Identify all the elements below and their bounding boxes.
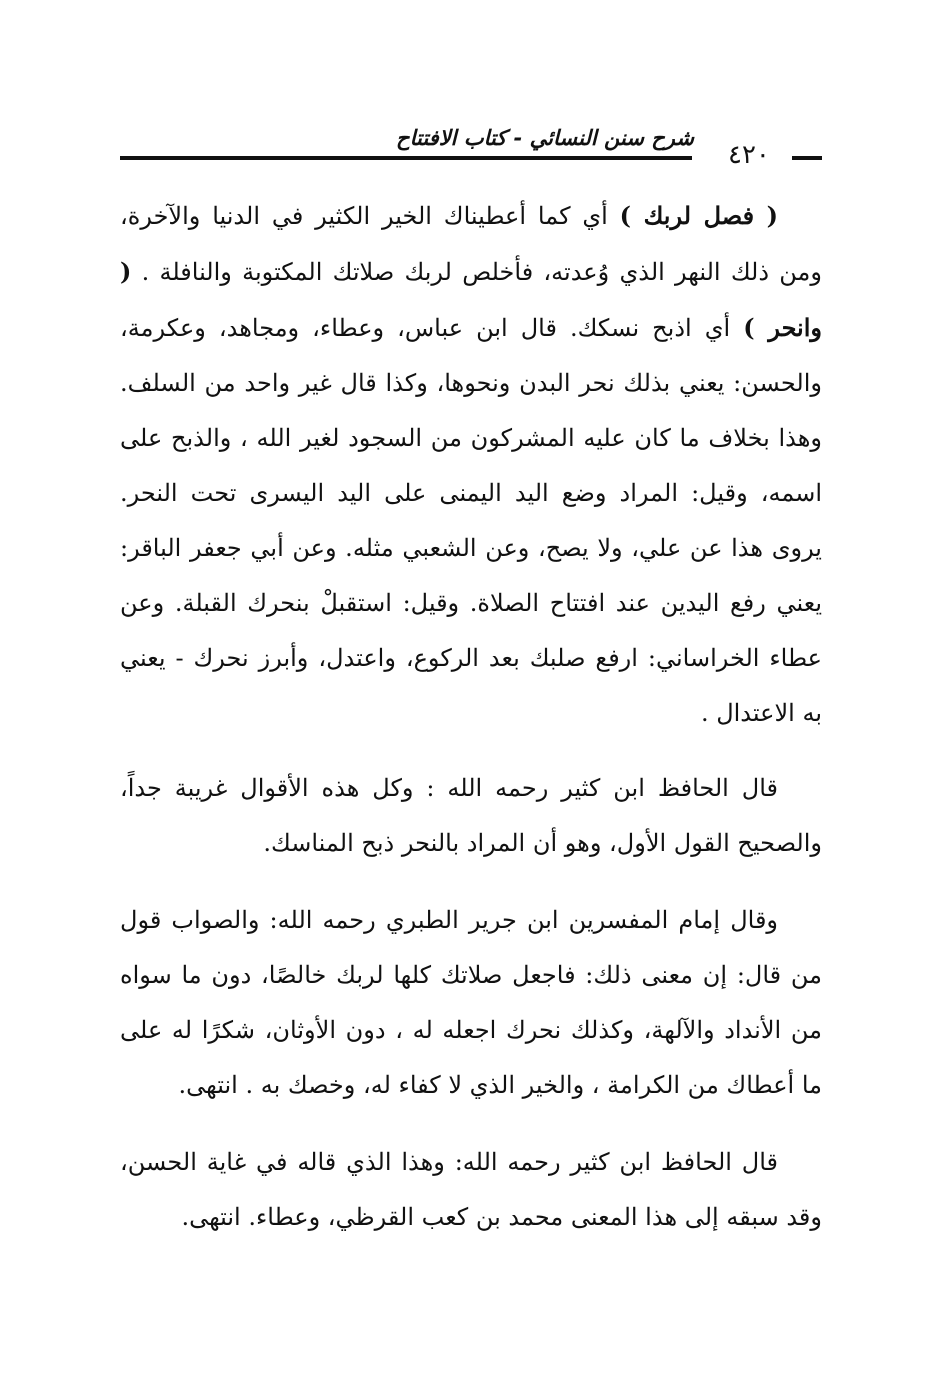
quranic-keyword-2: ( وانحر )	[120, 257, 822, 342]
header-rule-short	[792, 156, 822, 160]
paragraph-1	[120, 188, 822, 741]
paragraph-2: قال الحافظ ابن كثير رحمه الله : وكل هذه الأقوال غريبة جداً، والصحيح القول الأول، وهو أن المراد بالنحر ذبح المناسك.	[120, 774, 822, 857]
page-header	[120, 120, 822, 170]
running-title: شرح سنن النسائي - كتاب الافتتاح	[396, 126, 694, 150]
paragraph-1-text-2: أي اذبح نسكك. قال ابن عباس، وعطاء، ومجاهد، وعكرمة، والحسن: يعني بذلك نحر البدن ونحوها، وكذا قال غير واحد من السلف. وهذا بخلاف ما كان عليه المشركون من السجود لغير الله ، والذبح على اسمه، وقيل: المراد وضع اليد اليمنى على اليد اليسرى تحت النحر. يروى هذا عن علي، ولا يصح، وعن الشعبي مثله. وعن أبي جعفر الباقر: يعني رفع اليدين عند افتتاح الصلاة. وقيل: استقبلْ بنحرك القبلة. وعن عطاء الخراساني: ارفع صلبك بعد الركوع، واعتدل، وأبرز نحرك - يعني به الاعتدال .	[120, 314, 822, 727]
body-text	[120, 188, 822, 1245]
header-rule	[120, 156, 692, 160]
paragraph-3: وقال إمام المفسرين ابن جرير الطبري رحمه الله: والصواب قول من قال: إن معنى ذلك: فاجعل صلاتك كلها لربك خالصًا، دون ما سواه من الأنداد والآلهة، وكذلك نحرك اجعله له ، دون الأوثان، شكرًا له على ما أعطاك من الكرامة ، والخير الذي لا كفاء له، وخصك به . انتهى.	[120, 906, 822, 1099]
paragraph-1-text: أي كما أعطيناك الخير الكثير في الدنيا والآخرة، ومن ذلك النهر الذي وُعدته، فأخلص لربك صلاتك المكتوبة والنافلة .	[120, 202, 822, 286]
quranic-keyword-1: ( فصل لربك )	[619, 201, 779, 230]
page-number: ٤٢٠	[728, 140, 770, 170]
paragraph-4: قال الحافظ ابن كثير رحمه الله: وهذا الذي قاله في غاية الحسن، وقد سبقه إلى هذا المعنى محمد بن كعب القرظي، وعطاء. انتهى.	[120, 1148, 822, 1231]
